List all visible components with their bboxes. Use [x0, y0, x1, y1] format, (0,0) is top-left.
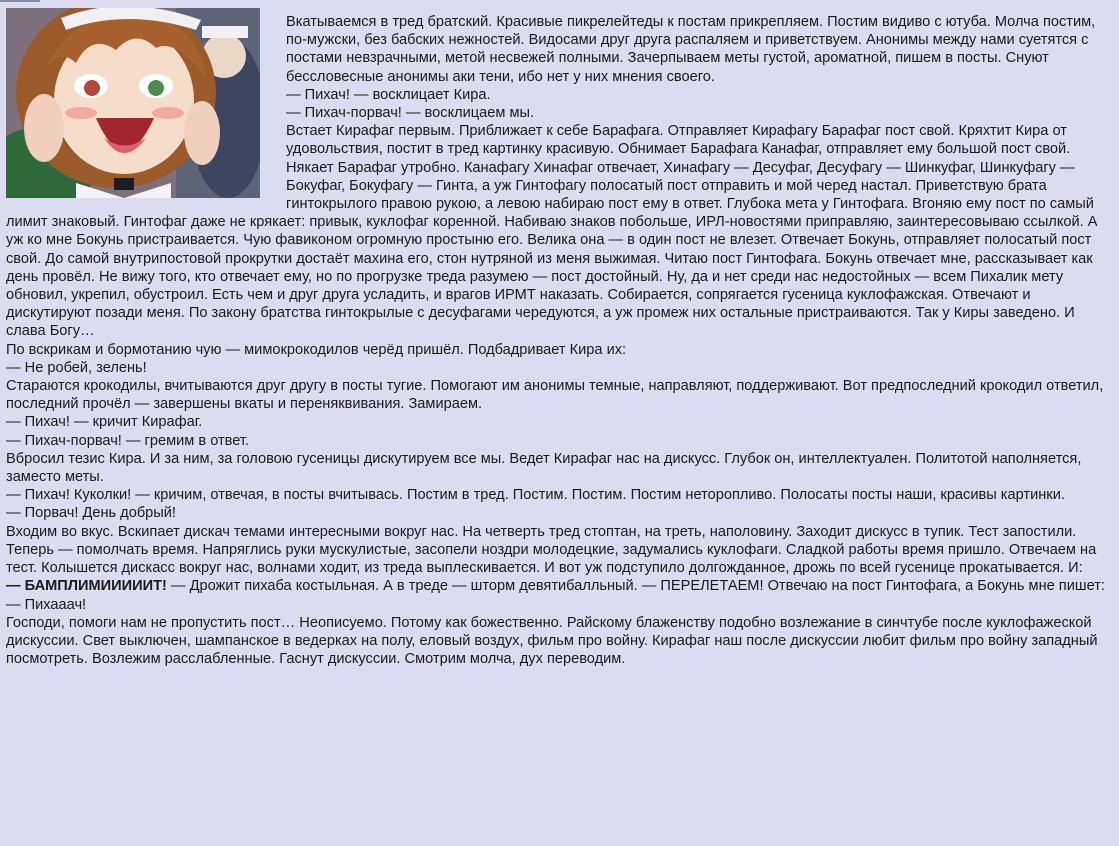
- post-paragraph: По вскрикам и бормотанию чую — мимокрокодилов черёд пришёл. Подбадривает Кира их:: [6, 341, 627, 358]
- post-paragraph: — Порвач! День добрый!: [6, 505, 176, 522]
- post-paragraph: Господи, помоги нам не пропустить пост… Неописуемо. Потому как божественно. Райскому блаженству подобно возлежание в синчтубе после куклофажеской дискуссии. Свет выключен, шампанское в ведерках на полу, еловый воздух, фильм про войну. Кирафаг наш после дискуссии любит фильм про войну западный посмотреть. Возлежим расслабленные. Гаснут дискуссии. Смотрим молча, дух переводим.: [6, 614, 1098, 668]
- post-paragraph: Входим во вкус. Вскипает дискач темами интересными вокруг нас. На четверть тред стоптан, на треть, наполовину. Заходит дискусс в тупик. Тест запостили.: [6, 523, 1077, 540]
- post-image[interactable]: [6, 8, 260, 198]
- bump-prefix: —: [6, 578, 25, 595]
- post-paragraph: — Пихач! — кричит Кирафаг.: [6, 414, 203, 431]
- post-paragraph: — Пихач! — восклицает Кира.: [286, 86, 491, 103]
- bump-rest: — Дрожит пихаба костыльная. А в треде — шторм девятибалльный. — ПЕРЕЛЕТАЕМ! Отвечаю на пост Гинтофага, а Бокунь мне пишет:: [166, 578, 1105, 595]
- bump-word: БАМПЛИМИИИИИТ!: [24, 578, 167, 595]
- post-paragraph: Вбросил тезис Кира. И за ним, за головою гусеницы дискутируем все мы. Ведет Кирафаг нас на дискусс. Глубок он, интеллектуален. Политотой наполняется, заместо меты.: [6, 450, 1082, 486]
- post-paragraph: — Пихач-порвач! — восклицаем мы.: [286, 105, 535, 122]
- post-paragraph: — Пихач! Куколки! — кричим, отвечая, в посты вчитывась. Постим в тред. Постим. Постим. Постим неторопливо. Полосаты посты наши, красивы картинки.: [6, 487, 1065, 504]
- anime-character-image-icon: [6, 8, 260, 198]
- post-paragraph: — Пихааач!: [6, 596, 87, 613]
- post-paragraph: Встает Кирафаг первым. Приближает к себе Барафага. Отправляет Кирафагу Барафаг пост свой. Кряхтит Кира от удовольствия, постит в тред картинку красивую. Обнимает Барафага Канафаг, отправляет ему большой пост свой. Някает Барафаг утробно. Канафагу Хинафаг отвечает, Хинафагу — Десуфаг, Десуфагу — Шинкуфаг, Шинкуфагу — Бокуфаг, Бокуфагу — Гинта, а уж Гинтофагу полосатый пост отправить и мой черед настал. Приветствую брата гинтокрылого правою рукою, а левою набираю пост ему в ответ. Глубока мета у Гинтофага. Вгоняю ему пост по самый лимит знаковый. Гинтофаг даже не крякает: привык, куклофаг коренной. Набиваю знаков побольше, ИРЛ-новостями приправляю, заинтересовываю ссылкой. А уж ко мне Бокунь пристраивается. Чую фавиконом огромную простыню его. Велика она — в один пост не влезет. Отвечает Бокунь, отправляет полосатый пост свой. До самой внутрипостовой прокрутки достаёт махина его, стон нутряной из меня выжимая. Читаю пост Гинтофага. Бокунь отвечает мне, рассказывает как день провёл. Не вижу того, кто отвечает ему, но по прогрузке треда разумею — пост достойный. Ну, да и нет среди нас недостойных — всем Пихалик мету обновил, укрепил, обустроил. Есть чем и друг друга усладить, и врагов ИРМТ наказать. Собирается, сопрягается гусеница куклофажская. Отвечают и дискутируют позади меня. По закону братства гинтокрылые с десуфагами чередуются, а уж промеж них остальные пристраиваются. Так у Киры заведено. И слава Богу…: [6, 123, 1098, 340]
- bump-paragraph: [6, 577, 1113, 595]
- post-paragraph: Стараются крокодилы, вчитываются друг другу в посты тугие. Помогают им анонимы темные, направляют, поддерживают. Вот предпоследний крокодил ответил, последний прочёл — завершены вкаты и переняквивания. Замираем.: [6, 378, 1104, 413]
- top-border-mark: [0, 0, 40, 2]
- post-paragraph: — Не робей, зелень!: [6, 359, 147, 376]
- post-paragraph: Теперь — помолчать время. Напряглись руки мускулистые, засопели ноздри молодецкие, задумались куклофаги. Сладкой работы время пришло. Отвечаем на тест. Колышется дискасс вокруг нас, волнами ходит, из треда выплескивается. И вот уж подступило долгожданное, дрожь по всей гусенице прокатывается. И:: [6, 541, 1097, 577]
- post-paragraph: Вкатываемся в тред братский. Красивые пикрелейтеды к постам прикрепляем. Постим видиво с ютуба. Молча постим, по-мужски, без бабских нежностей. Видосами друг друга распаляем и приветствуем. Анонимы между нами суетятся с постами невзрачными, метой несвежей полными. Зачерпываем меты густой, ароматной, пишем в посты. Снуют бессловесные анонимы аки тени, ибо нет у них мнения своего.: [286, 14, 1096, 85]
- post-paragraph: — Пихач-порвач! — гремим в ответ.: [6, 432, 250, 449]
